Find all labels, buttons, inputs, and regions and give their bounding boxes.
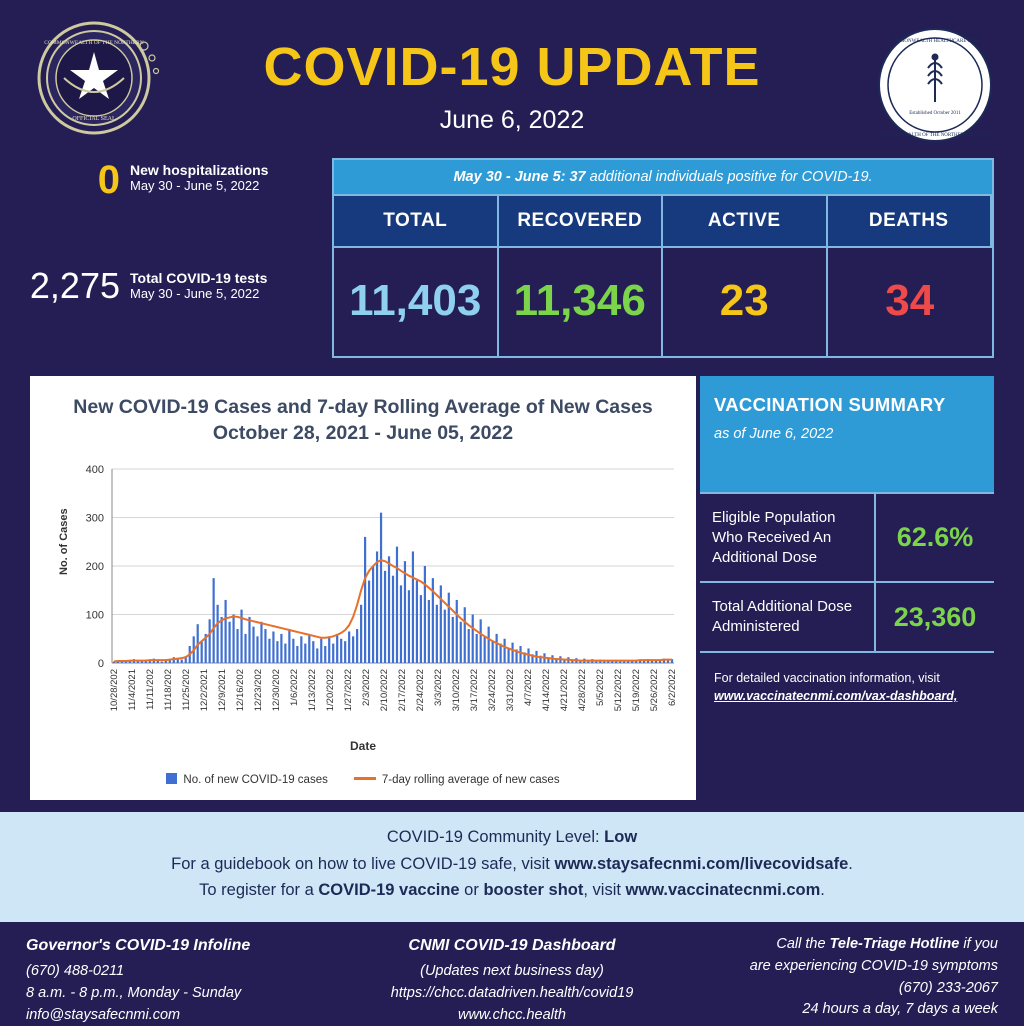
summary-banner-bold: May 30 - June 5: 37 xyxy=(453,169,585,185)
chart-title-line2: October 28, 2021 - June 05, 2022 xyxy=(50,420,676,446)
svg-text:OFFICIAL SEAL: OFFICIAL SEAL xyxy=(72,116,116,122)
band-line1-prefix: COVID-19 Community Level: xyxy=(387,828,604,846)
svg-text:4/14/2022: 4/14/2022 xyxy=(541,669,552,711)
chart-title-line1: New COVID-19 Cases and 7-day Rolling Average of New Cases xyxy=(50,394,676,420)
hospitalizations-label: New hospitalizations xyxy=(130,162,268,178)
svg-text:3/17/2022: 3/17/2022 xyxy=(469,669,480,711)
svg-text:3/3/2022: 3/3/2022 xyxy=(433,669,444,706)
chart-title xyxy=(30,376,696,447)
legend-swatch-bar xyxy=(166,773,177,784)
footer-teletriage-suffix: if you xyxy=(959,936,998,952)
vaccination-value-0: 62.6% xyxy=(876,494,994,581)
tests-label: Total COVID-19 tests xyxy=(130,270,267,286)
svg-text:2/17/2022: 2/17/2022 xyxy=(397,669,408,711)
vaccination-value-1: 23,360 xyxy=(876,583,994,651)
report-date: June 6, 2022 xyxy=(0,106,1024,135)
footer-column-infoline xyxy=(26,934,350,1026)
cases-chart-card xyxy=(30,376,696,800)
footer-teletriage-bold: Tele-Triage Hotline xyxy=(830,936,960,952)
svg-text:5/26/2022: 5/26/2022 xyxy=(649,669,660,711)
svg-text:11/18/202: 11/18/202 xyxy=(163,669,174,711)
band-line-2 xyxy=(0,851,1024,878)
svg-text:12/9/2021: 12/9/2021 xyxy=(217,669,228,711)
svg-text:1/27/2022: 1/27/2022 xyxy=(343,669,354,711)
svg-text:5/19/2022: 5/19/2022 xyxy=(631,669,642,711)
footer-teletriage-hours: 24 hours a day, 7 days a week xyxy=(674,999,998,1021)
svg-text:10/28/202: 10/28/202 xyxy=(109,669,120,711)
community-level-band xyxy=(0,812,1024,922)
svg-text:300: 300 xyxy=(86,512,104,524)
svg-text:12/16/202: 12/16/202 xyxy=(235,669,246,711)
svg-text:6/2/2022: 6/2/2022 xyxy=(667,669,678,706)
svg-text:3/10/2022: 3/10/2022 xyxy=(451,669,462,711)
svg-text:4/21/2022: 4/21/2022 xyxy=(559,669,570,711)
svg-text:COMMONWEALTH HEALTHCARE CORP.: COMMONWEALTH HEALTHCARE CORP. xyxy=(889,39,982,44)
footer-infoline-hours: 8 a.m. - 8 p.m., Monday - Sunday xyxy=(26,983,350,1005)
footer xyxy=(0,922,1024,1024)
footer-teletriage-phone: (670) 233-2067 xyxy=(674,978,998,1000)
svg-text:5/12/2022: 5/12/2022 xyxy=(613,669,624,711)
title-block xyxy=(0,40,1024,135)
band-line3-suffix: . xyxy=(820,881,825,899)
summary-grid xyxy=(334,194,992,356)
summary-banner xyxy=(334,160,992,194)
footer-column-teletriage xyxy=(674,934,998,1026)
footer-teletriage-prefix: Call the xyxy=(776,936,829,952)
svg-text:400: 400 xyxy=(86,464,104,476)
svg-text:COMMONWEALTH OF THE NORTHERN: COMMONWEALTH OF THE NORTHERN xyxy=(44,40,143,46)
band-line2-suffix: . xyxy=(848,855,853,873)
svg-text:2/3/2022: 2/3/2022 xyxy=(361,669,372,706)
svg-text:11/4/2021: 11/4/2021 xyxy=(127,669,138,711)
vaccination-heading: VACCINATION SUMMARY xyxy=(714,394,980,416)
vaccination-label-1: Total Additional Dose Administered xyxy=(700,583,876,651)
chart-ylabel: No. of Cases xyxy=(58,508,70,575)
stat-hospitalizations xyxy=(0,160,320,200)
vaccination-dashboard-link[interactable]: www.vaccinatecnmi.com/vax-dashboard, xyxy=(714,689,957,703)
case-summary-table xyxy=(332,158,994,358)
summary-value-recovered: 11,346 xyxy=(499,246,664,356)
band-booster-bold: booster shot xyxy=(483,881,583,899)
footer-teletriage-line2: are experiencing COVID-19 symptoms xyxy=(674,956,998,978)
svg-text:0: 0 xyxy=(98,658,104,670)
left-stats xyxy=(0,160,320,304)
svg-text:11/25/202: 11/25/202 xyxy=(181,669,192,711)
vaccination-header xyxy=(700,376,994,492)
svg-text:2/24/2022: 2/24/2022 xyxy=(415,669,426,711)
chart-legend xyxy=(30,773,696,786)
summary-header-active: ACTIVE xyxy=(663,194,828,246)
chart-svg xyxy=(30,455,696,755)
footer-infoline-email[interactable]: info@staysafecnmi.com xyxy=(26,1005,350,1026)
svg-text:COMMONWEALTH OF THE NORTHERN M: COMMONWEALTH OF THE NORTHERN MARIANA xyxy=(877,133,993,138)
footer-column-dashboard xyxy=(350,934,674,1026)
svg-text:4/28/2022: 4/28/2022 xyxy=(577,669,588,711)
svg-text:1/20/2022: 1/20/2022 xyxy=(325,669,336,711)
footer-infoline-heading: Governor's COVID-19 Infoline xyxy=(26,934,350,958)
svg-text:5/5/2022: 5/5/2022 xyxy=(595,669,606,706)
chart-plot-area xyxy=(30,455,696,755)
legend-label-bars: No. of new COVID-19 cases xyxy=(183,774,327,786)
legend-item-line xyxy=(354,774,560,786)
vaccination-as-of: as of June 6, 2022 xyxy=(714,426,980,442)
footer-dashboard-url[interactable]: https://chcc.datadriven.health/covid19 xyxy=(350,983,674,1005)
vaccination-row-total-additional-dose xyxy=(700,581,994,651)
band-community-level: Low xyxy=(604,828,637,846)
band-line3-prefix: To register for a xyxy=(199,881,318,899)
svg-text:12/30/202: 12/30/202 xyxy=(271,669,282,711)
stat-tests xyxy=(0,268,320,304)
chart-xlabel: Date xyxy=(30,739,696,753)
livecovidsafe-link[interactable]: www.staysafecnmi.com/livecovidsafe xyxy=(554,855,848,873)
chcc-seal-icon xyxy=(876,26,994,144)
band-line-3 xyxy=(0,877,1024,904)
vaccinatecnmi-link[interactable]: www.vaccinatecnmi.com xyxy=(626,881,821,899)
footer-chcc-url[interactable]: www.chcc.health xyxy=(350,1005,674,1026)
tests-value: 2,275 xyxy=(0,268,130,304)
band-line3-mid2: , visit xyxy=(583,881,625,899)
vaccination-row-additional-dose-pct xyxy=(700,492,994,581)
svg-text:100: 100 xyxy=(86,609,104,621)
legend-item-bars xyxy=(166,773,327,786)
legend-label-line: 7-day rolling average of new cases xyxy=(382,774,560,786)
vaccination-summary-panel xyxy=(700,376,994,800)
band-line-1 xyxy=(0,824,1024,851)
svg-text:2/10/2022: 2/10/2022 xyxy=(379,669,390,711)
footer-dashboard-note: (Updates next business day) xyxy=(350,961,674,983)
footer-infoline-phone: (670) 488-0211 xyxy=(26,961,350,983)
svg-text:12/2/2021: 12/2/2021 xyxy=(199,669,210,711)
hospitalizations-value: 0 xyxy=(0,160,130,200)
vaccination-footer-text: For detailed vaccination information, visit xyxy=(714,671,940,685)
page-title: COVID-19 UPDATE xyxy=(0,40,1024,94)
hospitalizations-range: May 30 - June 5, 2022 xyxy=(130,178,268,194)
footer-dashboard-heading: CNMI COVID-19 Dashboard xyxy=(350,934,674,958)
band-line3-mid: or xyxy=(460,881,484,899)
legend-swatch-line xyxy=(354,777,376,780)
summary-header-recovered: RECOVERED xyxy=(499,194,664,246)
svg-text:3/24/2022: 3/24/2022 xyxy=(487,669,498,711)
footer-teletriage-line1 xyxy=(674,934,998,956)
vaccination-label-0: Eligible Population Who Received An Additional Dose xyxy=(700,494,876,581)
band-vaccine-bold: COVID-19 vaccine xyxy=(318,881,459,899)
vaccination-footer xyxy=(700,651,994,705)
svg-text:4/7/2022: 4/7/2022 xyxy=(523,669,534,706)
svg-text:1/13/2022: 1/13/2022 xyxy=(307,669,318,711)
svg-text:12/23/202: 12/23/202 xyxy=(253,669,264,711)
summary-banner-rest: additional individuals positive for COVID-19. xyxy=(586,169,873,185)
tests-range: May 30 - June 5, 2022 xyxy=(130,286,267,302)
band-line2-prefix: For a guidebook on how to live COVID-19 safe, visit xyxy=(171,855,554,873)
svg-text:3/31/2022: 3/31/2022 xyxy=(505,669,516,711)
svg-text:11/11/202: 11/11/202 xyxy=(145,669,156,710)
header xyxy=(0,0,1024,148)
summary-value-active: 23 xyxy=(663,246,828,356)
svg-text:Established October 2011: Established October 2011 xyxy=(909,111,961,116)
svg-text:1/6/2022: 1/6/2022 xyxy=(289,669,300,706)
summary-value-deaths: 34 xyxy=(828,246,993,356)
summary-header-deaths: DEATHS xyxy=(828,194,993,246)
summary-header-total: TOTAL xyxy=(334,194,499,246)
summary-value-total: 11,403 xyxy=(334,246,499,356)
svg-text:200: 200 xyxy=(86,561,104,573)
